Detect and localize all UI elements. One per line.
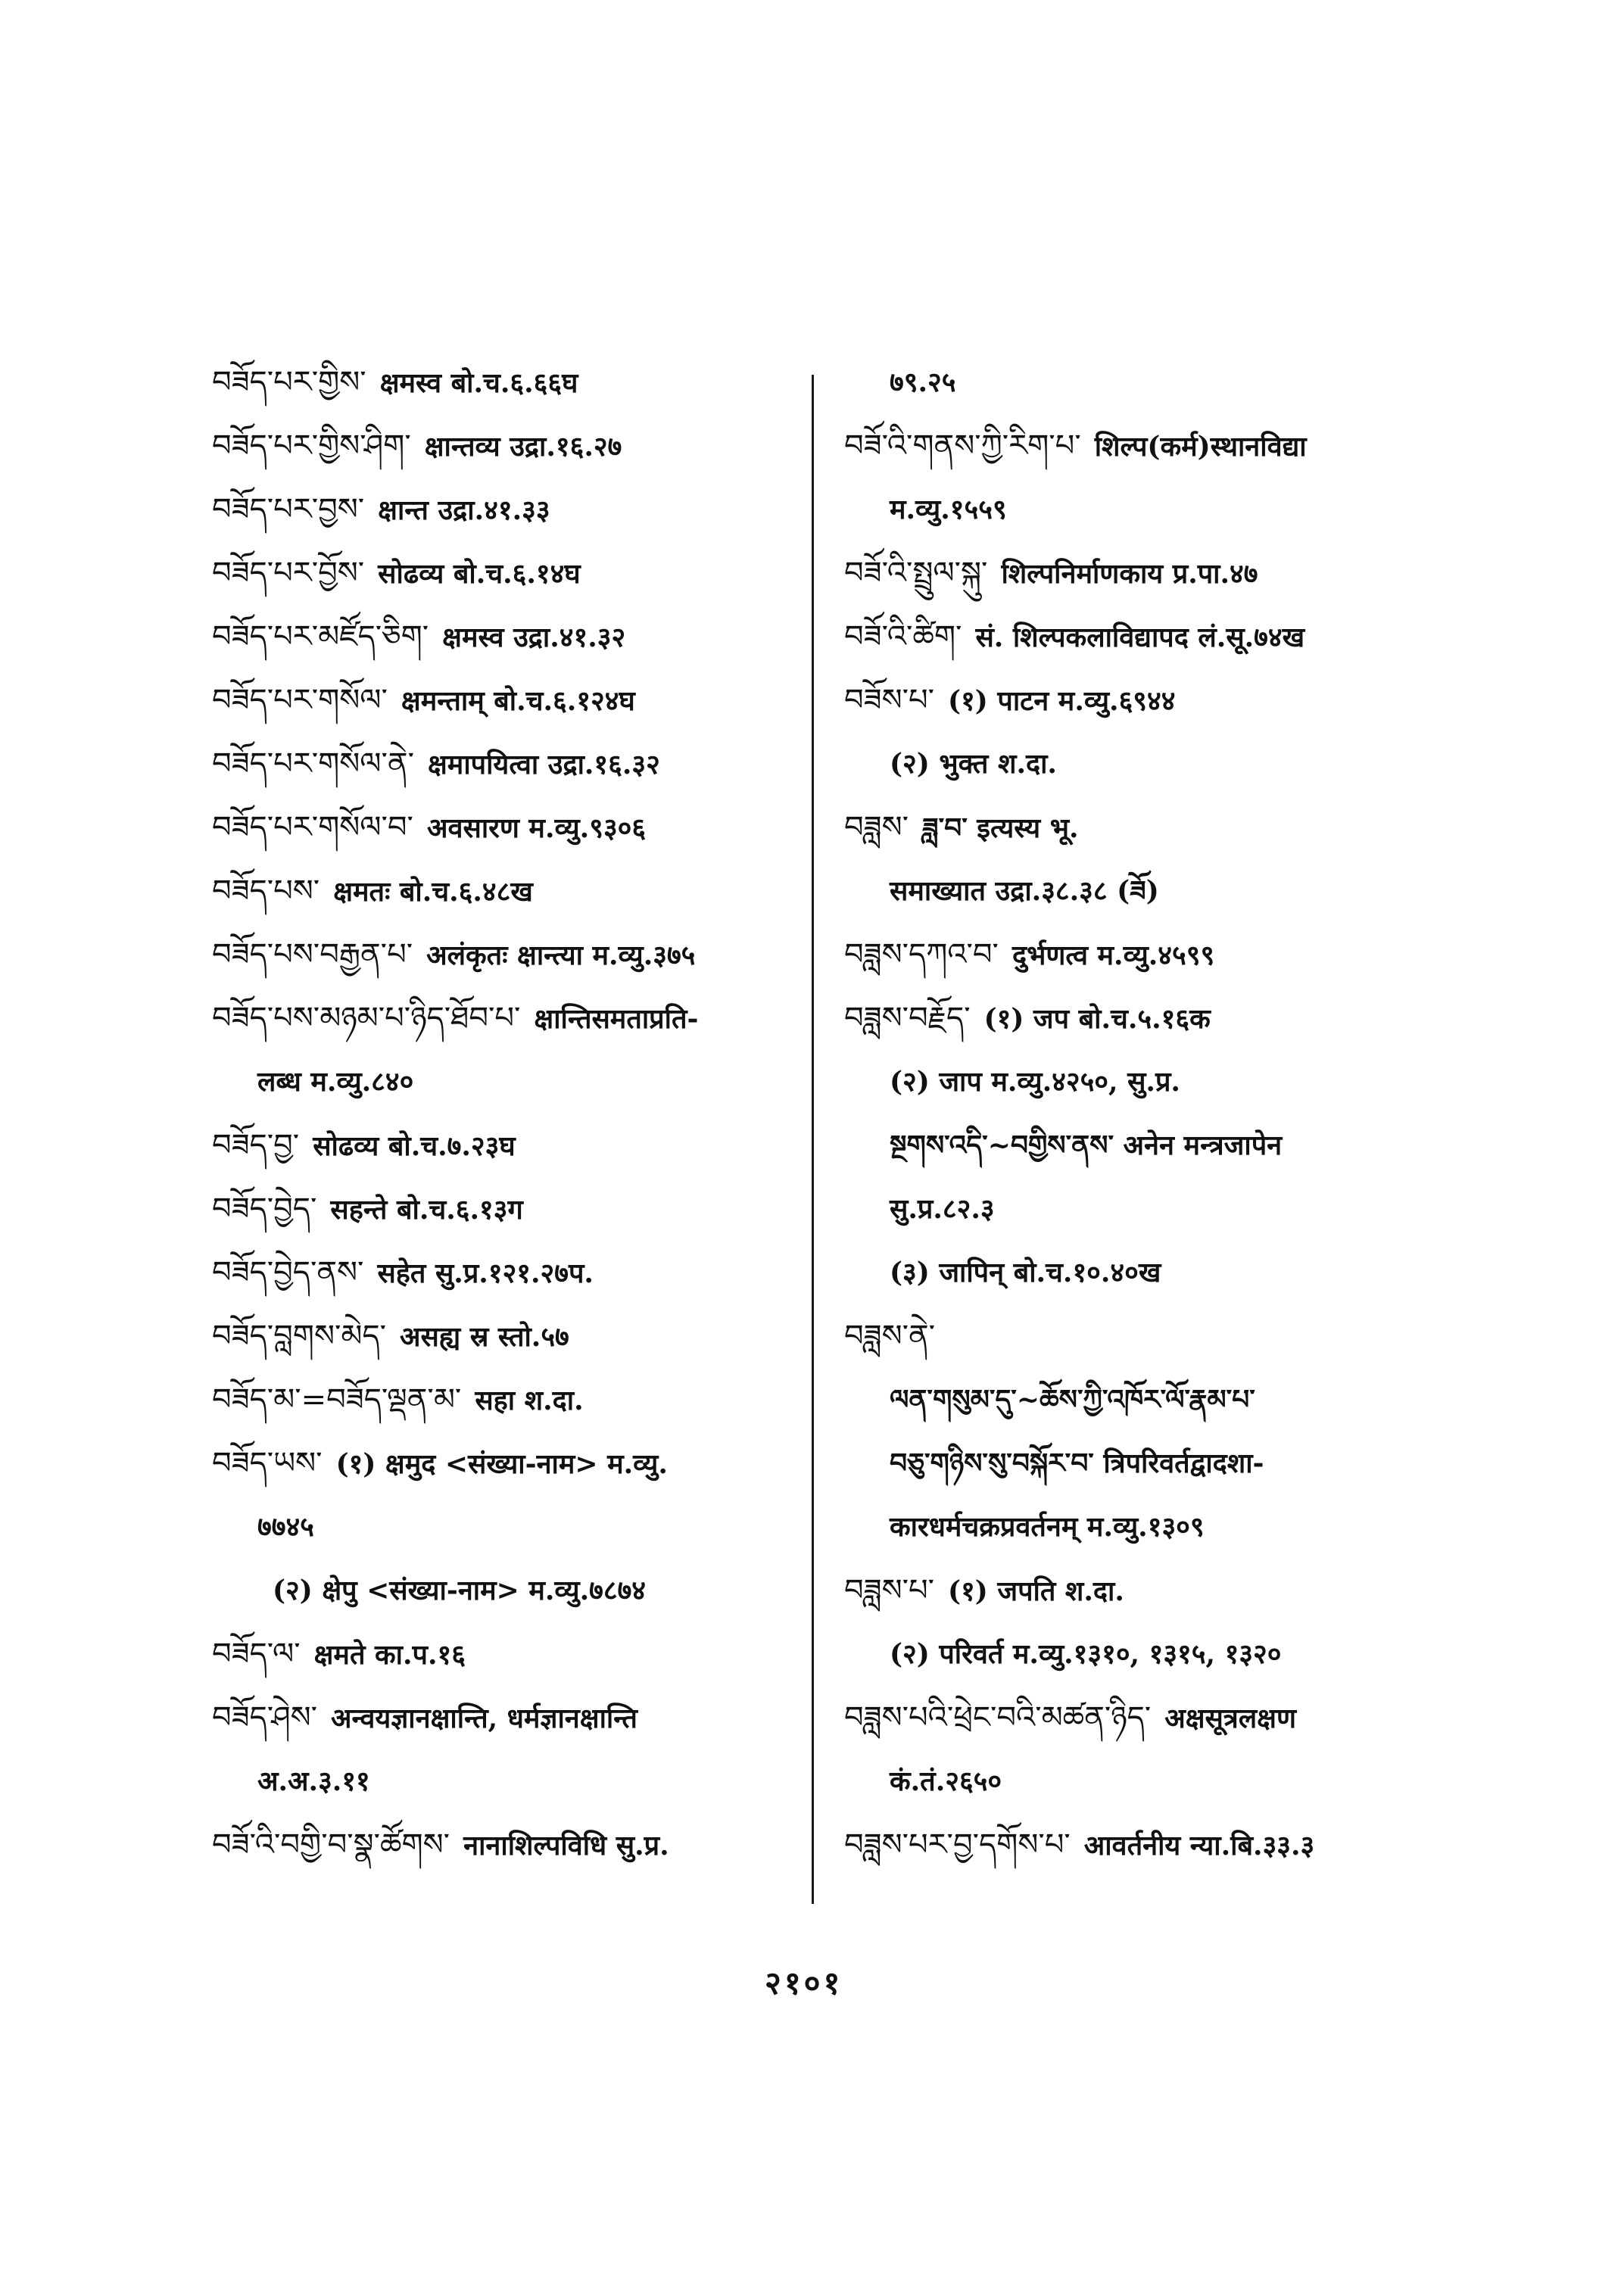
sanskrit-gloss: अन्वयज्ञानक्षान्ति, धर्मज्ञानक्षान्ति bbox=[331, 1703, 637, 1734]
sanskrit-gloss: ७७४५ bbox=[257, 1511, 314, 1543]
dictionary-entry bbox=[257, 1508, 314, 1546]
dictionary-entry bbox=[890, 1190, 995, 1228]
tibetan-headword: བཟོ་འི་གནས་ཀྱི་རིག་པ་ bbox=[844, 428, 1081, 463]
sanskrit-gloss: क्षान्तिसमताप्रति- bbox=[534, 1003, 699, 1035]
tibetan-headword: བཟོད་བླགས་མེད་ bbox=[212, 1319, 386, 1354]
sanskrit-gloss: (२) जाप म.व्यु.४२५०, सु.प्र. bbox=[890, 1066, 1180, 1098]
sanskrit-gloss: सोढव्य बो.च.७.२३घ bbox=[313, 1130, 516, 1162]
dictionary-entry bbox=[257, 1762, 370, 1800]
sanskrit-gloss: अवसारण म.व्यु.९३०६ bbox=[426, 812, 647, 844]
sanskrit-gloss: अ.अ.३.११ bbox=[257, 1765, 370, 1797]
sanskrit-gloss: क्षमतः बो.च.६.४८ख bbox=[333, 876, 533, 908]
sanskrit-gloss: (२) क्षेपु <संख्या-नाम> म.व्यु.७८७४ bbox=[273, 1575, 647, 1606]
dictionary-entry bbox=[844, 554, 1258, 593]
dictionary-entry bbox=[212, 1190, 523, 1229]
dictionary-entry bbox=[212, 808, 646, 847]
dictionary-entry bbox=[890, 1254, 1161, 1291]
sanskrit-gloss: अलंकृतः क्षान्त्या म.व्यु.३७५ bbox=[426, 939, 696, 971]
sanskrit-gloss: ७९.२५ bbox=[890, 366, 956, 398]
dictionary-entry bbox=[212, 1317, 569, 1356]
tibetan-headword: བཟོད་ཡས་ bbox=[212, 1446, 323, 1481]
dictionary-entry bbox=[212, 1126, 516, 1165]
tibetan-headword: བཟོད་མ་=བཟོད་ལྡན་མ་ bbox=[212, 1382, 462, 1417]
tibetan-headword: བཟོད་བྱ་ bbox=[212, 1128, 300, 1163]
dictionary-entry bbox=[212, 1699, 637, 1737]
dictionary-entry bbox=[844, 1572, 1124, 1610]
dictionary-entry bbox=[844, 1699, 1296, 1737]
dictionary-entry bbox=[844, 618, 1304, 656]
sanskrit-gloss: सोढव्य बो.च.६.१४घ bbox=[378, 558, 581, 590]
dictionary-entry bbox=[890, 1635, 1281, 1673]
dictionary-entry bbox=[844, 999, 1211, 1038]
tibetan-headword: བཟོད་པས་ bbox=[212, 874, 320, 908]
sanskrit-gloss: म.व्यु.१५५९ bbox=[890, 494, 1007, 525]
dictionary-entry bbox=[212, 1635, 466, 1674]
sanskrit-gloss: शिल्प(कर्म)स्थानविद्या bbox=[1094, 431, 1307, 463]
sanskrit-gloss: བཅུ་གཉིས་སུ་བསྐོར་བ་ त्रिपरिवर्तद्वादशा- bbox=[890, 1447, 1264, 1479]
tibetan-headword: བཟོད་པར་བྱོས་ bbox=[212, 556, 365, 590]
sanskrit-gloss: समाख्यात उद्रा.३८.३८ (ཟོ) bbox=[890, 875, 1159, 907]
tibetan-headword: བཟླས་པའི་ཕྲེང་བའི་མཚན་ཉིད་ bbox=[844, 1700, 1152, 1735]
dictionary-entry bbox=[890, 363, 955, 401]
dictionary-entry bbox=[844, 1317, 949, 1356]
dictionary-entry bbox=[890, 1762, 1002, 1800]
dictionary-entry bbox=[212, 872, 533, 911]
sanskrit-gloss: क्षमते का.प.१६ bbox=[313, 1639, 466, 1671]
sanskrit-gloss: अक्षसूत्रलक्षण bbox=[1164, 1703, 1296, 1734]
dictionary-entry bbox=[844, 681, 1175, 720]
tibetan-headword: བཟོད་པར་གྱིས་ bbox=[212, 365, 366, 400]
sanskrit-gloss: शिल्पनिर्माणकाय प्र.पा.४७ bbox=[1001, 558, 1258, 590]
dictionary-entry bbox=[890, 872, 1159, 910]
dictionary-entry bbox=[212, 936, 695, 974]
dictionary-entry bbox=[212, 1826, 669, 1865]
sanskrit-gloss: दुर्भणत्व म.व्यु.४५९९ bbox=[1011, 939, 1215, 971]
sanskrit-gloss: कं.तं.२६५० bbox=[890, 1765, 1002, 1797]
dictionary-entry bbox=[212, 1254, 594, 1292]
sanskrit-gloss: सं. शिल्पकलाविद्यापद लं.सू.७४ख bbox=[975, 622, 1305, 653]
sanskrit-gloss: नानाशिल्पविधि सु.प्र. bbox=[463, 1830, 669, 1862]
tibetan-headword: བཟོད་པར་གྱིས་ཤིག་ bbox=[212, 428, 411, 463]
tibetan-headword: བཟོད་བྱེད་ bbox=[212, 1192, 317, 1226]
tibetan-headword: བཟླས་པ་ bbox=[844, 1573, 935, 1608]
tibetan-headword: བཟོད་པས་མཉམ་པ་ཉིད་ཐོབ་པ་ bbox=[212, 1001, 521, 1036]
dictionary-entry bbox=[273, 1572, 646, 1609]
dictionary-entry bbox=[844, 936, 1214, 974]
sanskrit-gloss: (३) जापिन् बो.च.१०.४०ख bbox=[890, 1257, 1161, 1288]
dictionary-entry bbox=[212, 427, 622, 466]
sanskrit-gloss: (१) जप बो.च.५.१६क bbox=[983, 1003, 1211, 1035]
dictionary-entry bbox=[212, 681, 635, 720]
column-divider bbox=[812, 375, 814, 1904]
sanskrit-gloss: सु.प्र.८२.३ bbox=[890, 1193, 995, 1225]
sanskrit-gloss: क्षमस्व उद्रा.४१.३२ bbox=[442, 622, 626, 653]
dictionary-entry bbox=[212, 1444, 668, 1483]
sanskrit-gloss: (१) पाटन म.व्यु.६९४४ bbox=[948, 685, 1176, 717]
dictionary-entry bbox=[890, 1381, 1255, 1419]
dictionary-entry bbox=[844, 808, 1079, 847]
sanskrit-gloss: ཟླ་བ་ इत्यस्य भू. bbox=[922, 812, 1079, 844]
tibetan-headword: བཟོད་པར་མཛོད་ཅིག་ bbox=[212, 619, 429, 654]
sanskrit-gloss: སྔགས་འདི་~བགྱིས་ནས་ अनेन मन्त्रजापेन bbox=[890, 1129, 1283, 1161]
sanskrit-gloss: (२) परिवर्त म.व्यु.१३१०, १३१५, १३२० bbox=[890, 1638, 1282, 1670]
tibetan-headword: བཟླས་དཀའ་བ་ bbox=[844, 937, 999, 972]
tibetan-headword: བཟོས་པ་ bbox=[844, 683, 935, 718]
tibetan-headword: བཟོད་པར་གསོལ་ནེ་ bbox=[212, 746, 414, 781]
dictionary-entry bbox=[212, 745, 660, 784]
dictionary-entry bbox=[212, 1381, 584, 1419]
sanskrit-gloss: (१) क्षमुद <संख्या-नाम> म.व्यु. bbox=[335, 1448, 668, 1480]
sanskrit-gloss: क्षान्तव्य उद्रा.१६.२७ bbox=[424, 431, 622, 463]
page-number: २१०१ bbox=[765, 1964, 843, 2002]
tibetan-headword: བཟོད་པར་བྱས་ bbox=[212, 492, 365, 527]
sanskrit-gloss: (२) भुक्त श.दा. bbox=[890, 748, 1057, 780]
dictionary-entry bbox=[890, 1508, 1205, 1546]
tibetan-headword: བཟོ་འི་ཚིག་ bbox=[844, 619, 962, 654]
dictionary-entry bbox=[212, 999, 698, 1038]
tibetan-headword: བཟོ་འི་སྤྲུལ་སྐུ་ bbox=[844, 556, 988, 590]
tibetan-headword: བཟོད་ཤེས་ bbox=[212, 1700, 318, 1735]
tibetan-headword: བཟླས་བརྗོད་ bbox=[844, 1001, 971, 1036]
dictionary-entry bbox=[890, 745, 1057, 783]
dictionary-entry bbox=[212, 491, 550, 529]
sanskrit-gloss: क्षान्त उद्रा.४१.३३ bbox=[378, 494, 550, 526]
dictionary-entry bbox=[212, 554, 581, 593]
dictionary-entry bbox=[844, 427, 1307, 466]
tibetan-headword: བཟོད་པར་གསོལ་བ་ bbox=[212, 810, 413, 845]
dictionary-entry bbox=[212, 363, 578, 402]
tibetan-headword: བཟོད་བྱེད་ནས་ bbox=[212, 1255, 364, 1290]
tibetan-headword: བཟླས་ bbox=[844, 810, 909, 845]
sanskrit-gloss: क्षमस्व बो.च.६.६६घ bbox=[379, 367, 578, 399]
dictionary-entry bbox=[844, 1826, 1314, 1865]
sanskrit-gloss: (१) जपति श.दा. bbox=[948, 1575, 1124, 1607]
tibetan-headword: བཟླས་པར་བྱ་དགོས་པ་ bbox=[844, 1827, 1071, 1862]
tibetan-headword: བཟོད་པས་བརྒྱན་པ་ bbox=[212, 937, 413, 972]
sanskrit-gloss: क्षमापयित्वा उद्रा.१६.३२ bbox=[428, 749, 660, 780]
dictionary-entry bbox=[257, 1063, 413, 1101]
tibetan-headword: བཟོད་ལ་ bbox=[212, 1637, 301, 1671]
sanskrit-gloss: कारधर्मचक्रप्रवर्तनम् म.व्यु.१३०९ bbox=[890, 1511, 1205, 1543]
dictionary-entry bbox=[890, 1444, 1264, 1482]
sanskrit-gloss: ལན་གསུམ་དུ་~ཆོས་ཀྱི་འཁོར་ལོ་རྣམ་པ་ bbox=[890, 1384, 1255, 1416]
sanskrit-gloss: सहा श.दा. bbox=[475, 1385, 584, 1416]
sanskrit-gloss: सहेत सु.प्र.१२१.२७प. bbox=[377, 1257, 594, 1289]
sanskrit-gloss: लब्ध म.व्यु.८४० bbox=[257, 1066, 414, 1098]
dictionary-entry bbox=[212, 618, 625, 656]
tibetan-headword: བཟོ་འི་བགྱི་བ་སྣ་ཚོགས་ bbox=[212, 1827, 450, 1862]
dictionary-entry bbox=[890, 1126, 1282, 1164]
sanskrit-gloss: क्षमन्ताम् बो.च.६.१२४घ bbox=[401, 685, 635, 717]
sanskrit-gloss: सहन्ते बो.च.६.१३ग bbox=[330, 1194, 523, 1226]
sanskrit-gloss: आवर्तनीय न्या.बि.३३.३ bbox=[1083, 1830, 1315, 1862]
tibetan-headword: བཟོད་པར་གསོལ་ bbox=[212, 683, 388, 718]
sanskrit-gloss: असह्य स्र स्तो.५७ bbox=[400, 1321, 569, 1353]
dictionary-entry bbox=[890, 491, 1007, 528]
dictionary-entry bbox=[890, 1063, 1180, 1101]
tibetan-headword: བཟླས་ནེ་ bbox=[844, 1319, 936, 1354]
